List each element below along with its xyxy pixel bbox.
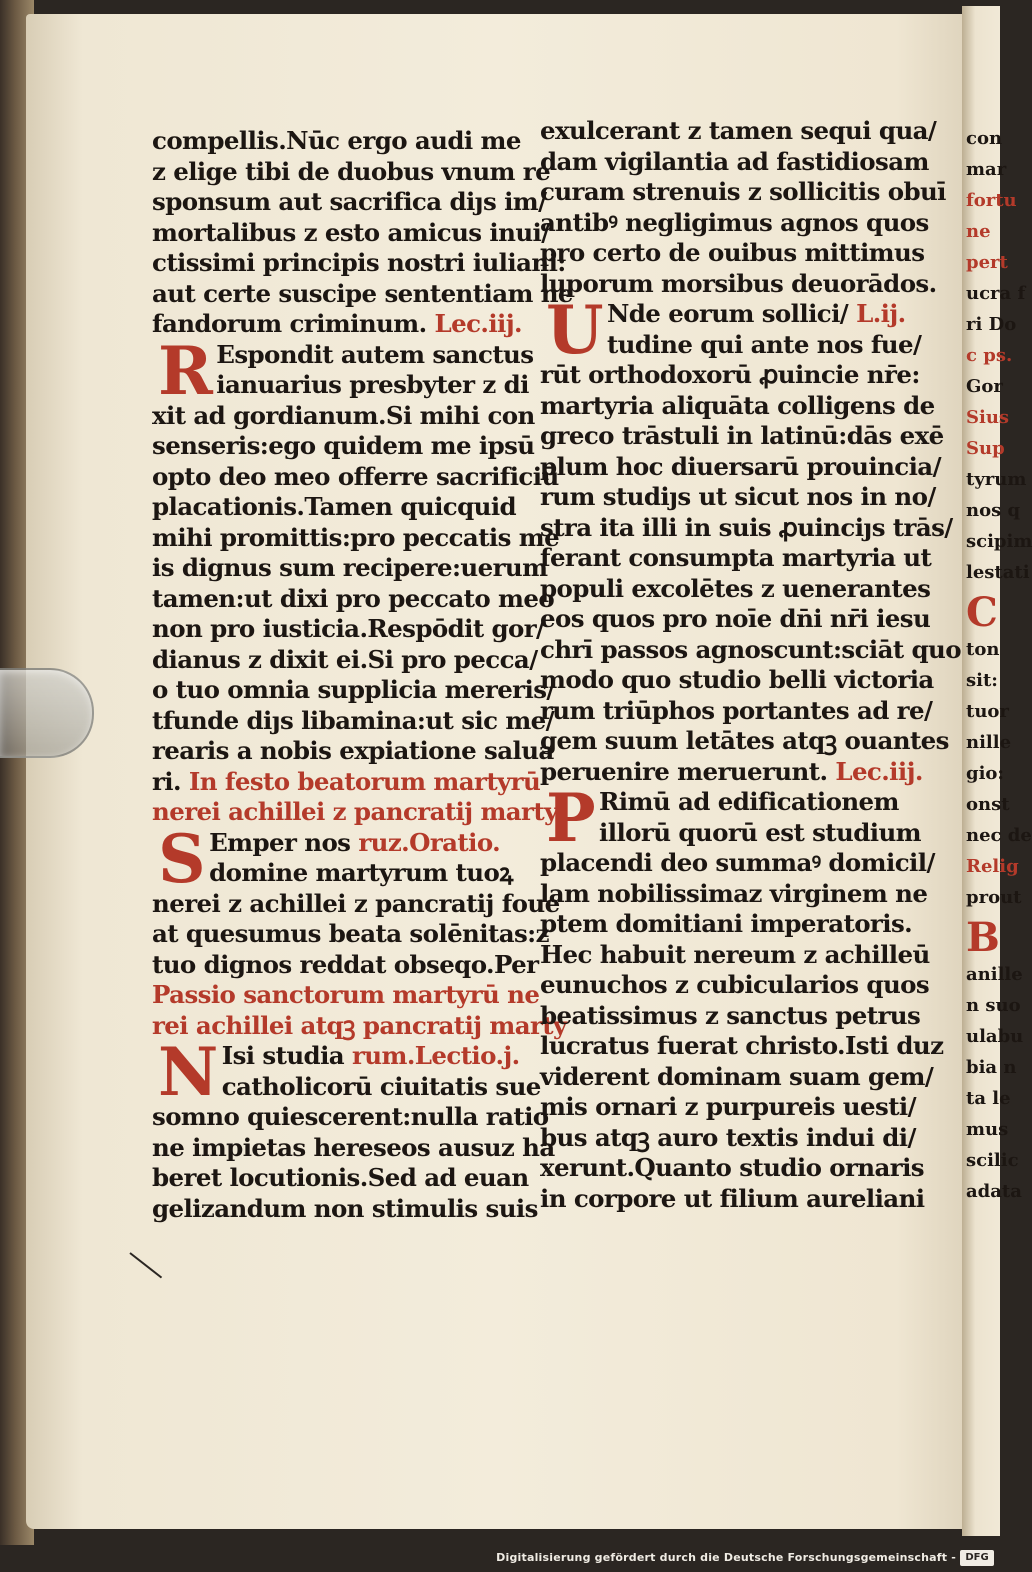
text-line: plum hoc diuersarū prouincia/ bbox=[540, 451, 941, 481]
facing-page-fragment: ta le bbox=[966, 1088, 1011, 1109]
facing-page-fragment: Relig bbox=[966, 856, 1019, 877]
text-line: rūt orthodoxorū ꝓuincie nr̄e: bbox=[540, 360, 920, 389]
text-line: ptem domitiani imperatoris. bbox=[540, 909, 913, 938]
text-line: tfunde diȷs libamina:ut sic me/ bbox=[152, 705, 555, 735]
text-line: martyria aliquāta colligens de bbox=[540, 390, 935, 420]
text-line: populi excolētes z uenerantes bbox=[540, 573, 931, 603]
rubricated-initial: R bbox=[158, 331, 213, 410]
text-line: in corpore ut filium aureliani bbox=[540, 1183, 925, 1213]
oratio-rubric: ruz.Oratio. bbox=[358, 827, 501, 857]
text-line: tuo dignos reddat obseqo.Per bbox=[152, 949, 539, 979]
facing-page-fragment: tyrum bbox=[966, 469, 1027, 490]
text-line: antibꝰ negligimus agnos quos bbox=[540, 207, 929, 237]
left-column bbox=[152, 126, 573, 1224]
facing-page-fragment: pert bbox=[966, 252, 1008, 273]
text-line: ferant consumpta martyria ut bbox=[540, 543, 932, 572]
text-line: domine martyrum tuoꝝ bbox=[209, 858, 513, 887]
text-line: o tuo omnia supplicia mereris/ bbox=[152, 675, 555, 704]
passio-rubric-line: rei achillei atqꝫ pancratij marty bbox=[152, 1010, 567, 1040]
text-line: opto deo meo offerre sacrificiū bbox=[152, 461, 559, 491]
text-line: Rimū ad edificationem bbox=[599, 787, 899, 816]
lesson-block bbox=[152, 331, 560, 767]
facing-page-fragment: fortu bbox=[966, 190, 1017, 211]
facing-page-fragment: bia n bbox=[966, 1057, 1017, 1078]
facing-page-fragment: ucra f bbox=[966, 283, 1026, 304]
rubricated-initial: S bbox=[158, 819, 206, 898]
text-line: curam strenuis z sollicitis obuī bbox=[540, 177, 946, 206]
text-fragment: peruenire meruerunt. bbox=[540, 756, 828, 786]
text-line: aut certe suscipe sententiam ne bbox=[152, 278, 573, 308]
facing-page-fragment: nille bbox=[966, 732, 1012, 753]
text-line: viderent dominam suam gem/ bbox=[540, 1061, 934, 1091]
text-line: sponsum aut sacrifica diȷs im/ bbox=[152, 187, 547, 216]
text-line: somno quiescerent:nulla ratio bbox=[152, 1102, 549, 1131]
facing-page-fragment: Sup bbox=[966, 438, 1005, 459]
text-line: eunuchos z cubicularios quos bbox=[540, 970, 930, 999]
facing-page-fragment: lestati bbox=[966, 562, 1030, 583]
text-fragment: fandorum criminum. bbox=[152, 309, 427, 338]
text-line: bus atqꝫ auro textis indui di/ bbox=[540, 1122, 916, 1152]
facing-page-fragment: nos q bbox=[966, 500, 1021, 521]
lesson-block bbox=[540, 779, 944, 1214]
text-line: greco trāstuli in latinū:dās exē bbox=[540, 421, 944, 450]
text-line: dianus z dixit ei.Si pro pecca/ bbox=[152, 644, 538, 674]
facing-page-fragment: Gor bbox=[966, 376, 1003, 397]
page-clip bbox=[0, 668, 94, 758]
facing-page-fragment: ton bbox=[966, 639, 1000, 660]
text-line: mortalibus z esto amicus inui/ bbox=[152, 217, 550, 247]
text-line: Espondit autem sanctus bbox=[216, 339, 534, 369]
text-line: exulcerant z tamen sequi qua/ bbox=[540, 116, 937, 145]
text-line: beatissimus z sanctus petrus bbox=[540, 1000, 921, 1030]
lectio-rubric: rum.Lectio.j. bbox=[352, 1041, 520, 1070]
facing-page-fragment: B bbox=[966, 914, 1000, 961]
facing-page-fragment: C bbox=[966, 589, 998, 636]
facing-page-fragment: scilic bbox=[966, 1150, 1019, 1171]
facing-page-fragment: Sius bbox=[966, 407, 1010, 428]
text-line: rum studiȷs ut sicut nos in no/ bbox=[540, 482, 936, 511]
text-line: ianuarius presbyter z di bbox=[216, 370, 529, 399]
oratio-block bbox=[152, 819, 560, 981]
text-line: gem suum letātes atqꝫ ouantes bbox=[540, 726, 949, 755]
text-line: beret locutionis.Sed ad euan bbox=[152, 1163, 529, 1192]
text-line bbox=[152, 828, 532, 859]
text-line: luporum morsibus deuorādos. bbox=[540, 268, 937, 298]
lesson-block bbox=[540, 291, 962, 757]
text-line bbox=[152, 309, 532, 340]
lesson-rubric: L.ij. bbox=[856, 299, 906, 328]
text-line bbox=[540, 756, 923, 788]
facing-page-fragment: tuor bbox=[966, 701, 1009, 722]
text-line bbox=[152, 766, 541, 798]
text-line: chrī passos agnoscunt:sciāt quo bbox=[540, 634, 962, 664]
facing-page-fragment: adata bbox=[966, 1181, 1022, 1202]
text-line: modo quo studio belli victoria bbox=[540, 665, 934, 694]
lesson-rubric: Lec.iij. bbox=[434, 309, 522, 338]
text-line: rearis a nobis expiatione salua bbox=[152, 736, 554, 765]
text-line: mis ornari z purpureis uesti/ bbox=[540, 1092, 916, 1121]
facing-page-fragment: ri Do bbox=[966, 314, 1017, 335]
dfg-logo: DFG bbox=[960, 1550, 994, 1566]
text-line: catholicorū ciuitatis sue bbox=[221, 1071, 541, 1101]
text-line: illorū quorū est studium bbox=[599, 817, 922, 847]
facing-page-fragment: sit: bbox=[966, 670, 998, 691]
rubricated-initial: N bbox=[158, 1033, 218, 1111]
rubricated-initial: P bbox=[546, 779, 596, 857]
text-line: placendi deo summaꝰ domicil/ bbox=[540, 848, 935, 877]
facing-page-fragment: prout bbox=[966, 887, 1022, 908]
text-fragment: Isi studia bbox=[221, 1041, 345, 1070]
facing-page-fragment: anille bbox=[966, 964, 1023, 985]
text-line: Hec habuit nereum z achilleū bbox=[540, 939, 930, 969]
digitization-credit: Digitalisierung gefördert durch die Deutsche Forschungsgemeinschaft - bbox=[496, 1551, 956, 1564]
text-line: gelizandum non stimulis suis bbox=[152, 1193, 538, 1223]
lectio-block bbox=[152, 1033, 555, 1224]
facing-page-fragment: con bbox=[966, 128, 1003, 149]
text-line: eos quos pro noīe dn̄i nr̄i iesu bbox=[540, 604, 931, 633]
text-line: non pro iusticia.Respōdit gor/ bbox=[152, 614, 545, 643]
text-line: nerei z achillei z pancratij foue bbox=[152, 888, 560, 918]
text-line: xerunt.Quanto studio ornaris bbox=[540, 1153, 924, 1182]
facing-page-fragment: ulabu bbox=[966, 1026, 1024, 1047]
text-fragment: Emper nos bbox=[209, 827, 351, 857]
text-line: tudine qui ante nos fue/ bbox=[606, 329, 922, 359]
passio-rubric-line: Passio sanctorum martyrū ne bbox=[152, 980, 540, 1009]
text-line: is dignus sum recipere:uerum bbox=[152, 553, 548, 582]
text-line: lam nobilissimaz virginem ne bbox=[540, 878, 928, 908]
text-line: xit ad gordianum.Si mihi con bbox=[152, 400, 535, 430]
facing-page-fragment: scipim bbox=[966, 531, 1032, 552]
lesson-rubric: Lec.iij. bbox=[835, 756, 923, 786]
facing-page-fragment: c ps. bbox=[966, 345, 1013, 366]
feast-rubric: In festo beatorum martyrū bbox=[188, 766, 541, 796]
next-page-edge bbox=[962, 6, 1032, 1536]
text-line: placationis.Tamen quicquid bbox=[152, 492, 517, 521]
text-line: mihi promittis:pro peccatis me bbox=[152, 522, 560, 552]
text-fragment: ri. bbox=[152, 766, 181, 796]
right-column bbox=[540, 116, 962, 1214]
text-line: at quesumus beata solēnitas:z bbox=[152, 919, 549, 948]
text-line: z elige tibi de duobus vnum re bbox=[152, 156, 551, 186]
facing-page-fragment: nec de bbox=[966, 825, 1032, 846]
text-line: pro certo de ouibus mittimus bbox=[540, 238, 925, 267]
text-line: senseris:ego quidem me ipsū bbox=[152, 431, 535, 460]
facing-page-fragment: gio: bbox=[966, 763, 1005, 784]
text-line: dam vigilantia ad fastidiosam bbox=[540, 146, 929, 176]
text-line: lucratus fuerat christo.Isti duz bbox=[540, 1031, 944, 1060]
facing-page-fragment: ne bbox=[966, 221, 991, 242]
facing-page-fragment: n suo bbox=[966, 995, 1021, 1016]
rubricated-initial: U bbox=[546, 291, 603, 369]
text-line: stra ita illi in suis ꝓuinciȷs trās/ bbox=[540, 512, 953, 542]
facing-page-fragment: mus bbox=[966, 1119, 1009, 1140]
feast-rubric-line: nerei achillei z pancratij marty bbox=[152, 797, 558, 826]
text-fragment: Nde eorum sollici/ bbox=[606, 299, 849, 328]
text-line: ne impietas hereseos ausuz ha bbox=[152, 1132, 555, 1162]
facing-page-fragment: mar bbox=[966, 159, 1007, 180]
text-line: ctissimi principis nostri iuliani: bbox=[152, 248, 566, 277]
facing-page-fragment: onst bbox=[966, 794, 1010, 815]
text-line: rum triūphos portantes ad re/ bbox=[540, 695, 933, 725]
text-line: compellis.Nūc ergo audi me bbox=[152, 126, 521, 155]
text-line: tamen:ut dixi pro peccato meo bbox=[152, 583, 555, 613]
